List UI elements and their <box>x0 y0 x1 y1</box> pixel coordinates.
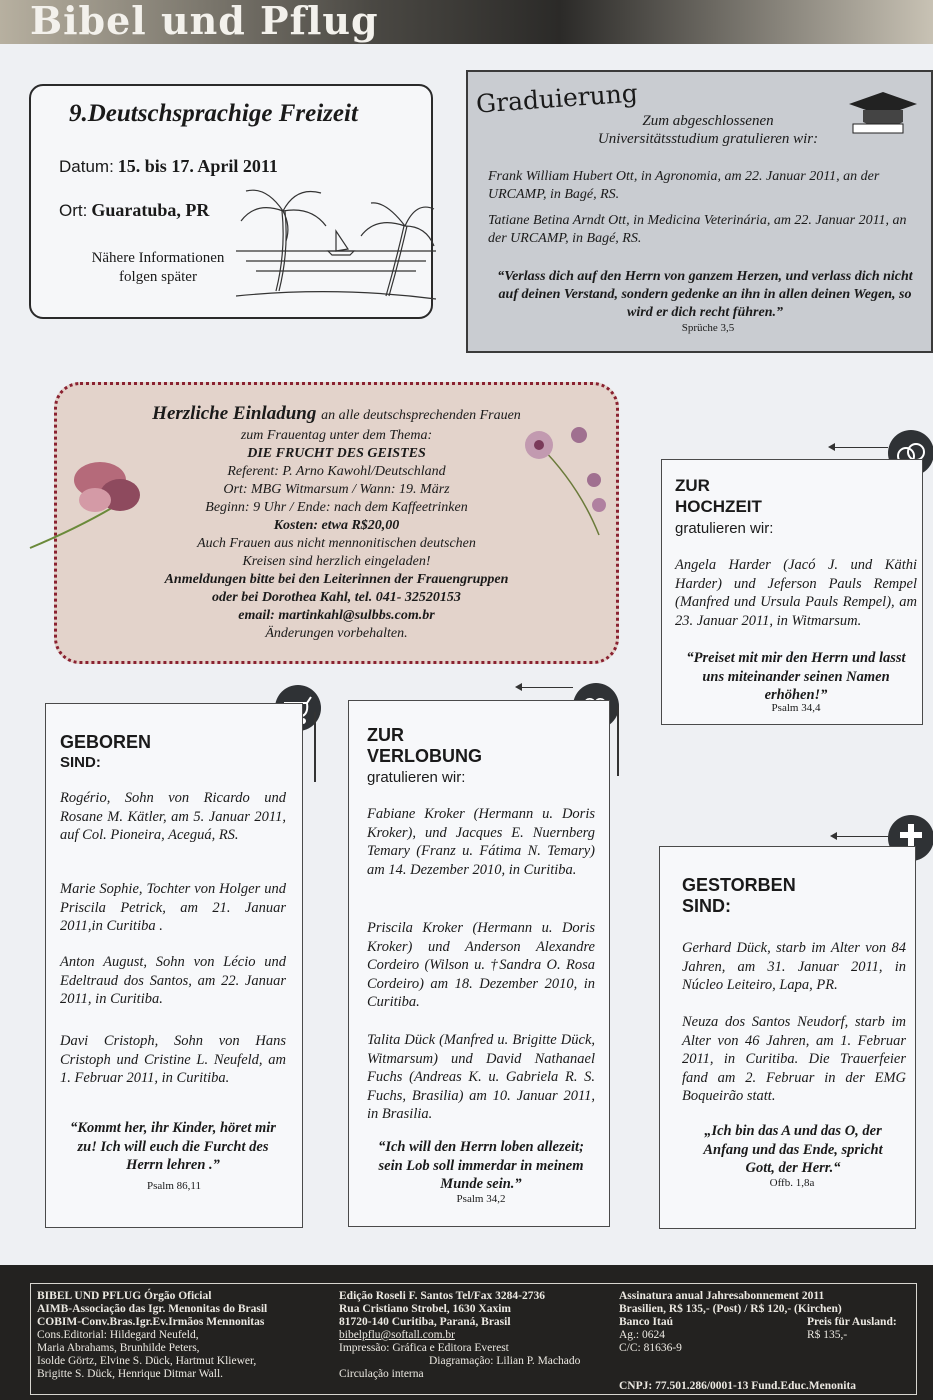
einladung-box <box>54 382 619 664</box>
impressum-line: 81720-140 Curitiba, Paraná, Brasil <box>339 1316 511 1328</box>
gestorben-quote: „Ich bin das A und das O, der Anfang und das Ende, spricht Gott, der Herr.“ <box>703 1123 883 1176</box>
geboren-quote: “Kommt her, ihr Kinder, höret mir zu! Ich will euch die Furcht des Herrn lehren .” <box>70 1120 276 1173</box>
impressum-line: Isolde Görtz, Elvine S. Dück, Hartmut Kliewer, <box>37 1355 257 1367</box>
gestorben-box <box>659 846 916 1229</box>
impressum-line: AIMB-Associação das Igr. Menonitas do Brasil <box>37 1303 268 1315</box>
hochzeit-quote: “Preiset mit mir den Herrn und lasst uns miteinander seinen Namen erhöhen!” <box>686 650 906 703</box>
graduierung-box <box>466 70 933 353</box>
freizeit-date <box>59 156 278 177</box>
birth-entry: Anton August, Sohn von Lécio und Edeltraud dos Santos, am 22. Januar 2011, in Curitiba. <box>60 954 286 1007</box>
impressum-line: Cons.Editorial: Hildegard Neufeld, <box>37 1329 199 1341</box>
impressum-line: Circulação interna <box>339 1368 424 1380</box>
geboren-ref: Psalm 86,11 <box>147 1180 201 1192</box>
date-value: 15. bis 17. April 2011 <box>117 156 278 176</box>
arrow-line <box>520 687 573 688</box>
engagement-entry: Talita Dück (Manfred u. Brigitte Dück, Witmarsum) und David Nathanael Fuchs (Andreas K. u. Gabriela R. S. Fuchs, Brasilia) am 10. Januar 2011, in Brasilia. <box>367 1032 595 1122</box>
graduierung-ref: Sprüche 3,5 <box>681 322 735 334</box>
impressum-frame <box>30 1283 917 1395</box>
heading-line-1: GESTORBEN <box>682 875 796 895</box>
einladung-line: Referent: P. Arno Kawohl/Deutschland <box>227 464 446 479</box>
heading-line-1: ZUR <box>675 476 710 495</box>
masthead-title: Bibel und Pflug <box>30 0 379 43</box>
einladung-line: oder bei Dorothea Kahl, tel. 041- 32520153 <box>212 590 461 605</box>
impressum-col-subscription <box>619 1290 911 1392</box>
place-value: Guaratuba, PR <box>91 200 210 220</box>
einladung-line: Kosten: etwa R$20,00 <box>273 518 400 533</box>
freizeit-title: 9.Deutschsprachige Freizeit <box>69 100 358 127</box>
arrow-line <box>833 447 888 448</box>
einladung-line: Anmeldungen bitte bei den Leiterinnen der Frauengruppen <box>164 572 509 587</box>
geboren-box <box>45 703 303 1228</box>
impressum-line: Brigitte S. Dück, Henrique Ditmar Wall. <box>37 1368 224 1380</box>
einladung-email: email: martinkahl@sulbbs.com.br <box>238 608 435 623</box>
graduierung-title: Graduierung <box>475 78 639 119</box>
impressum-col-editor <box>339 1290 609 1381</box>
hochzeit-entry: Angela Harder (Jacó J. und Käthi Harder) und Jeferson Pauls Rempel (Manfred und Ursula Pauls Rempel), am 23. Januar 2011, in Witmarsum. <box>675 557 917 629</box>
geboren-heading: GEBOREN <box>60 732 152 752</box>
subscription-title: Assinatura anual Jahresabonnement 2011 <box>619 1290 825 1302</box>
heading-line-2: SIND: <box>682 896 731 916</box>
hochzeit-box <box>661 459 923 725</box>
graduation-entry: Tatiane Betina Arndt Ott, in Medicina Veterinária, am 22. Januar 2011, an der URCAMP, in Bagé, RS. <box>488 213 907 246</box>
impressum-footer <box>0 1265 933 1400</box>
einladung-line: zum Frauentag unter dem Thema: <box>240 428 433 443</box>
gestorben-heading <box>682 875 796 917</box>
graduation-entry: Frank William Hubert Ott, in Agronomia, am 22. Januar 2011, an der URCAMP, in Bagé, RS. <box>488 169 880 202</box>
verlobung-arrow-down <box>617 706 619 776</box>
gestorben-ref: Offb. 1,8a <box>769 1177 815 1189</box>
impressum-line: Diagramação: Lilian P. Machado <box>429 1355 581 1367</box>
masthead <box>0 0 933 44</box>
geboren-arrow <box>314 712 316 782</box>
verlobung-subtitle: gratulieren wir: <box>367 769 466 786</box>
freizeit-info <box>73 249 243 287</box>
verlobung-heading <box>367 725 482 767</box>
death-entry: Neuza dos Santos Neudorf, starb im Alter von 46 Jahren, am 1. Februar 2011, in Curitiba. Die Trauerfeier fand am 2. Februar in der EMG Boqueirão statt. <box>682 1014 906 1104</box>
freizeit-place <box>59 200 209 221</box>
flower-illustration-left <box>25 440 175 555</box>
verlobung-box <box>348 700 610 1227</box>
geboren-heading-2: SIND: <box>60 754 101 771</box>
abroad-label: Preis für Ausland: <box>807 1316 897 1328</box>
date-label: Datum: <box>59 157 114 176</box>
subscription-prices: Brasilien, R$ 135,- (Post) / R$ 120,- (Kirchen) <box>619 1303 842 1315</box>
bank-account: C/C: 81636-9 <box>619 1342 682 1354</box>
abroad-value: R$ 135,- <box>807 1329 848 1341</box>
impressum-line: Rua Cristiano Strobel, 1630 Xaxim <box>339 1303 511 1315</box>
impressum-line: COBIM-Conv.Bras.Igr.Ev.Irmãos Mennonitas <box>37 1316 265 1328</box>
impressum-line: BIBEL UND PFLUG Órgão Oficial <box>37 1290 212 1302</box>
einladung-theme: DIE FRUCHT DES GEISTES <box>247 446 426 461</box>
subtitle-line-1: Zum abgeschlossenen <box>642 113 774 129</box>
einladung-title-rest: an alle deutschsprechenden Frauen <box>321 408 521 423</box>
einladung-line: Kreisen sind herzlich eingeladen! <box>242 554 431 569</box>
bank-agency: Ag.: 0624 <box>619 1329 665 1341</box>
palm-beach-illustration <box>236 181 436 311</box>
cnpj: CNPJ: 77.501.286/0001-13 Fund.Educ.Menonita <box>619 1380 857 1392</box>
heading-line-1: ZUR <box>367 725 404 745</box>
subtitle-line-2: Universitätsstudium gratulieren wir: <box>597 131 819 147</box>
flower-illustration-right <box>519 405 619 545</box>
impressum-line: Impressão: Gráfica e Editora Everest <box>339 1342 509 1354</box>
hochzeit-heading <box>675 475 762 517</box>
info-line-1: Nähere Informationen <box>91 250 225 266</box>
death-entry: Gerhard Dück, starb im Alter von 84 Jahren, am 31. Januar 2011, in Núcleo Leiteiro, Lapa, PR. <box>682 940 906 993</box>
birth-entry: Davi Cristoph, Sohn von Hans Cristoph und Cristine L. Neufeld, am 1. Februar 2011, in Curitiba. <box>60 1033 286 1086</box>
heading-line-2: VERLOBUNG <box>367 746 483 766</box>
graduation-cap-icon <box>843 86 921 136</box>
graduierung-subtitle <box>568 112 848 148</box>
einladung-line: Beginn: 9 Uhr / Ende: nach dem Kaffeetrinken <box>205 500 468 515</box>
engagement-entry: Priscila Kroker (Hermann u. Doris Kroker) und Anderson Alexandre Cordeiro (Wilson u. †Sandra O. Rosa Cordeiro) am 18. Dezember 2010, in Curitiba. <box>367 920 595 1010</box>
graduierung-quote: “Verlass dich auf den Herrn von ganzem Herzen, und verlass dich nicht auf deinen Verstand, sondern gedenke an ihn in allen deinen Wegen, so wird er dich recht führen.” <box>497 269 913 320</box>
einladung-line: Auch Frauen aus nicht mennonitischen deutschen <box>197 536 476 551</box>
einladung-line: Änderungen vorbehalten. <box>265 626 408 641</box>
verlobung-quote: “Ich will den Herrn loben allezeit; sein Lob soll immerdar in meinem Munde sein.” <box>378 1139 584 1192</box>
einladung-line: Ort: MBG Witmarsum / Wann: 19. März <box>223 482 450 497</box>
freizeit-box <box>29 84 433 319</box>
arrow-line <box>835 836 888 837</box>
heading-line-2: HOCHZEIT <box>675 497 762 516</box>
birth-entry: Rogério, Sohn von Ricardo und Rosane M. Kätler, am 5. Januar 2011, auf Col. Pioneira, Aceguá, RS. <box>60 790 286 843</box>
impressum-email[interactable]: bibelpflu@softall.com.br <box>339 1329 455 1341</box>
birth-entry: Marie Sophie, Tochter von Holger und Priscila Petrick, am 21. Januar 2011,in Curitiba . <box>60 881 286 934</box>
info-line-2: folgen später <box>119 269 197 285</box>
place-label: Ort: <box>59 201 88 220</box>
hochzeit-ref: Psalm 34,4 <box>771 702 821 714</box>
impressum-line: Edição Roseli F. Santos Tel/Fax 3284-2736 <box>339 1290 545 1302</box>
hochzeit-subtitle: gratulieren wir: <box>675 520 774 537</box>
impressum-line: Maria Abrahams, Brunhilde Peters, <box>37 1342 200 1354</box>
engagement-entry: Fabiane Kroker (Hermann u. Doris Kroker), und Jacques E. Nuernberg Temary (Franz u. Fátima N. Temary) am 14. Dezember 2010, in Curitiba. <box>367 806 595 878</box>
bank-name: Banco Itaú <box>619 1316 673 1328</box>
einladung-title: Herzliche Einladung <box>152 403 317 424</box>
impressum-col-publisher <box>37 1290 327 1381</box>
verlobung-ref: Psalm 34,2 <box>456 1193 506 1205</box>
